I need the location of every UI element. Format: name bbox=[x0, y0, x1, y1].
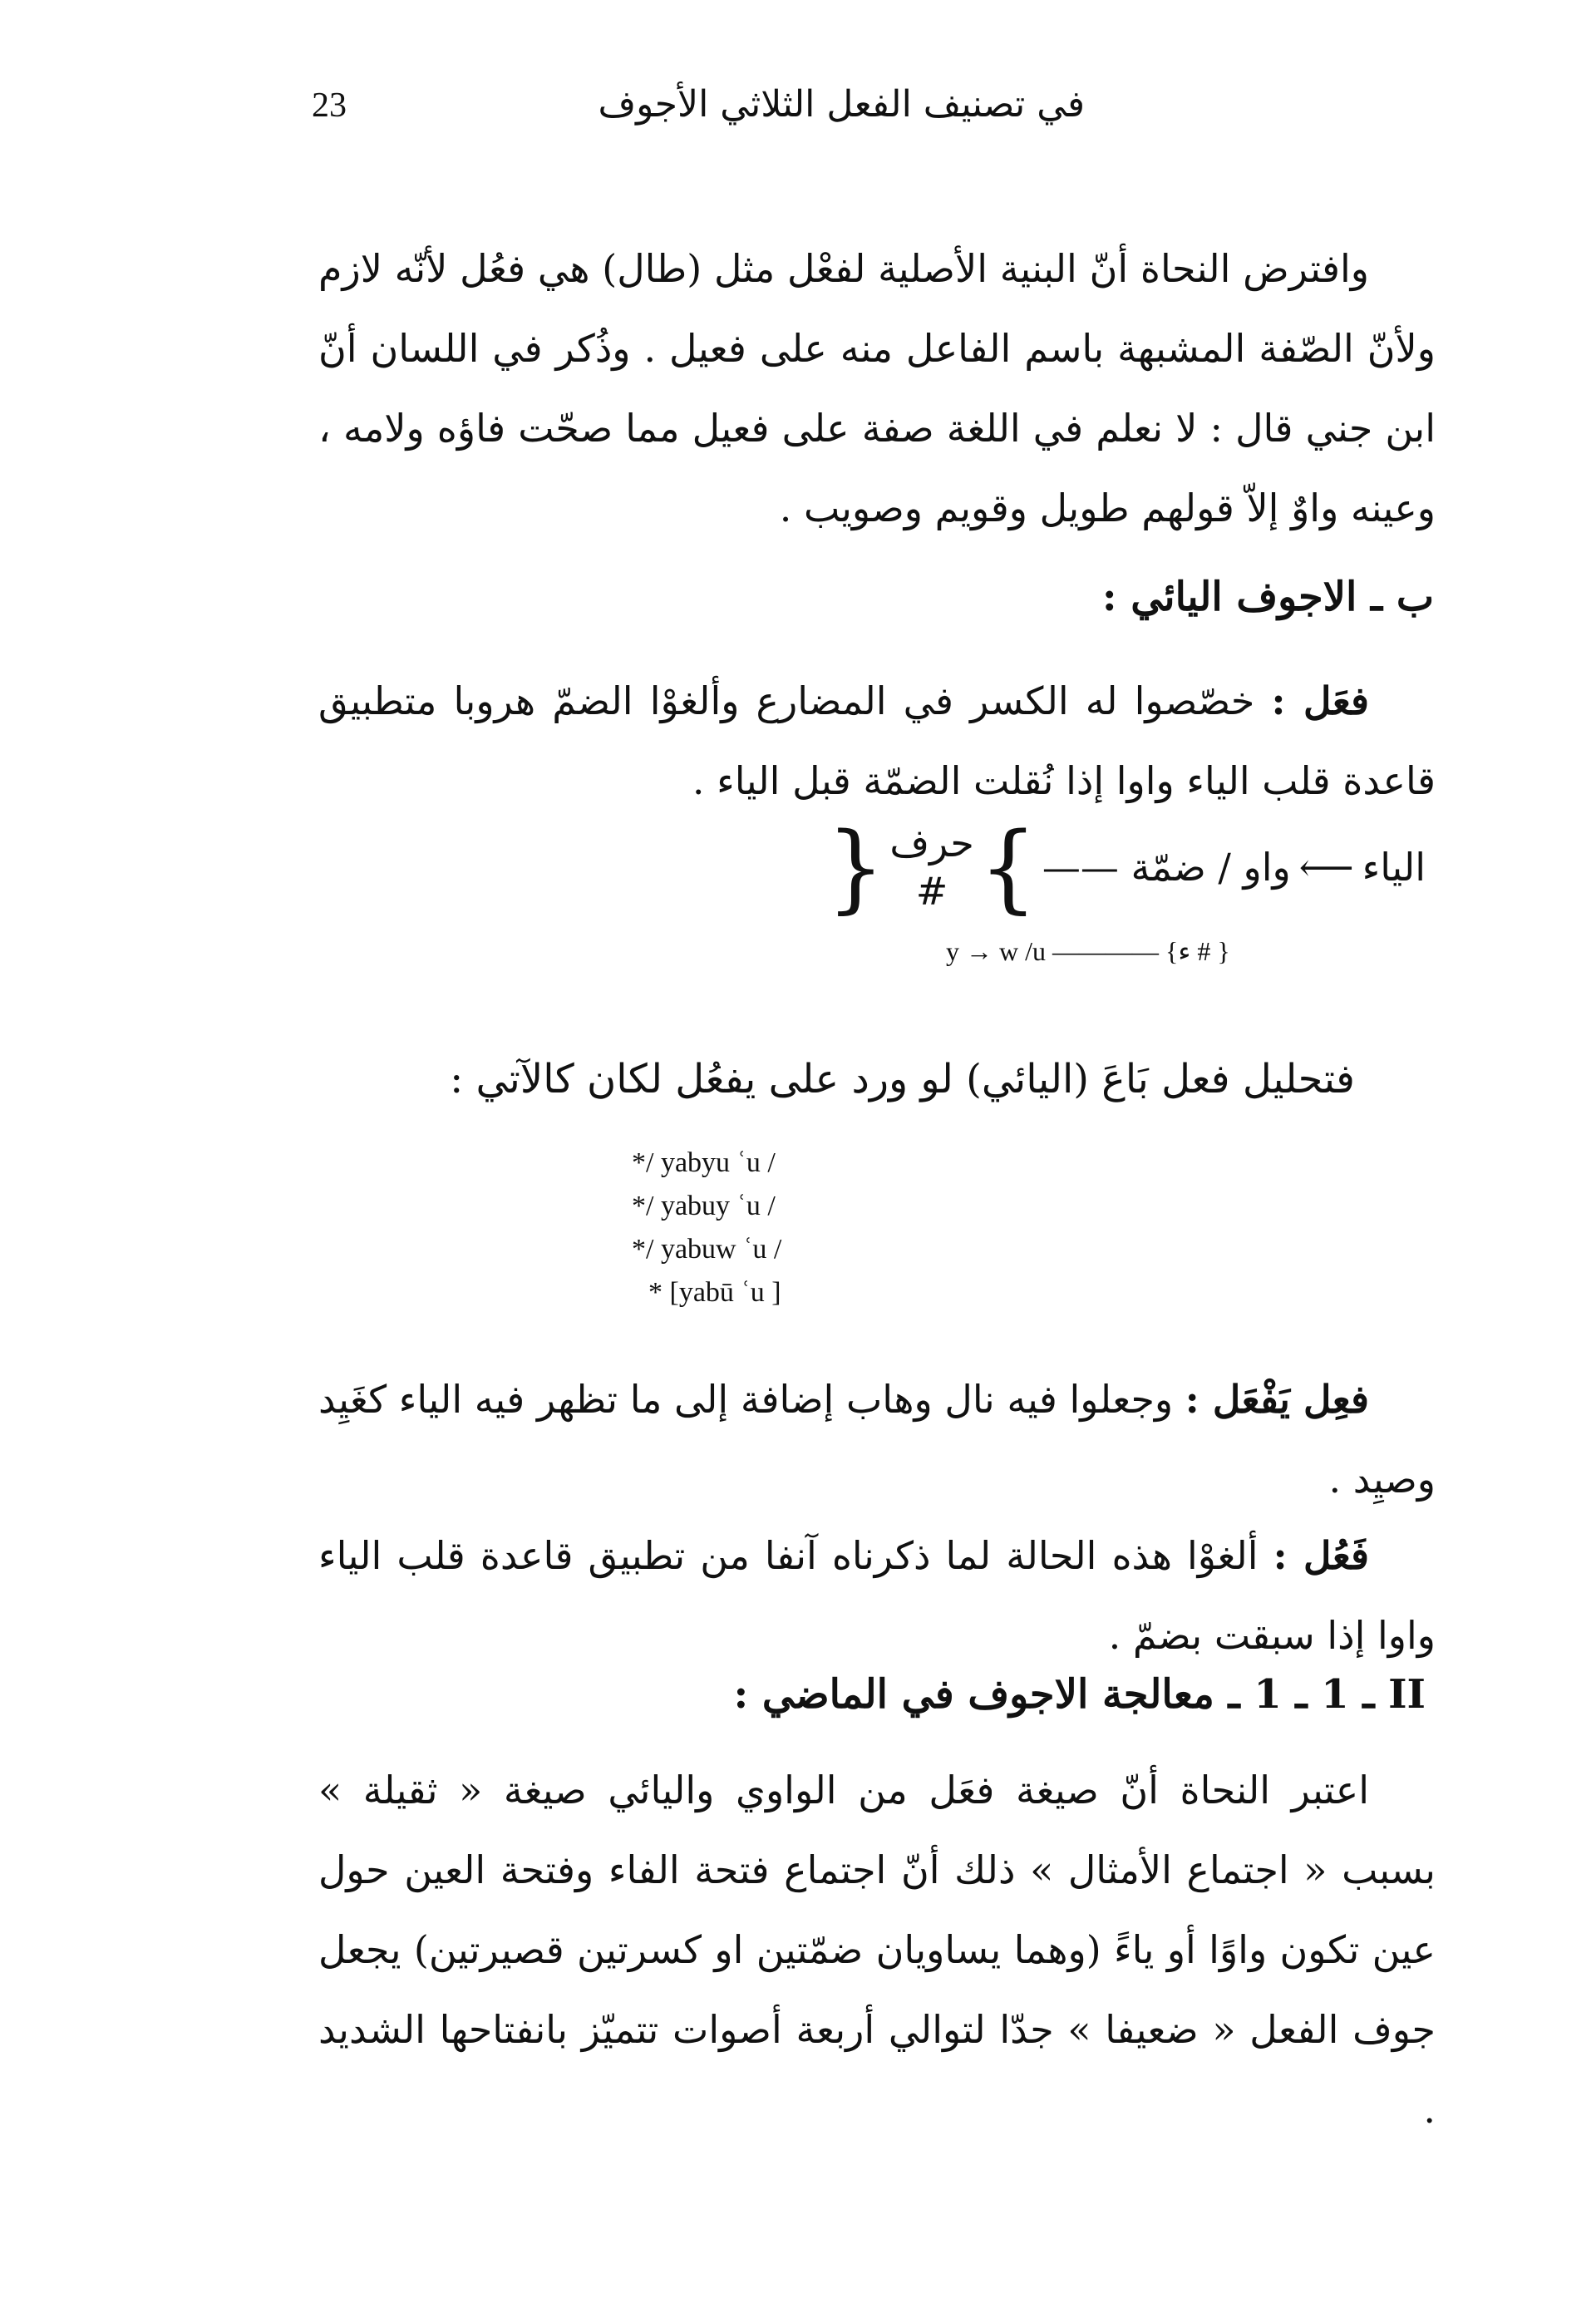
paragraph-2-body: خصّصوا له الكسر في المضارع وألغوْا الضمّ هروبا متطبيق قاعدة قلب الياء واوا إذا نُقلت الضمّة قبل الياء . bbox=[318, 678, 1436, 803]
paragraph-5: اعتبر النحاة أنّ صيغة فعَل من الواوي واليائي صيغة « ثقيلة » بسبب « اجتماع الأمثال » ذلك أنّ اجتماع فتحة الفاء وفتحة العين حول عين تكون واوًا أو ياءً (وهما يساويان ضمّتين او كسرتين قصيرتين) يجعل جوف الفعل « ضعيفا » جدّا لتوالي أربعة أصوات تتميّز بانفتاحها الشديد . bbox=[318, 1768, 1436, 2132]
formula-boundary: # bbox=[915, 869, 948, 914]
pattern-label-faala: فعَل : bbox=[1271, 678, 1370, 723]
pattern-label-faila: فعِل يَفْعَل : bbox=[1185, 1377, 1369, 1422]
derivation-step-4: * [yabū ʿu ] bbox=[648, 1277, 781, 1308]
paragraph-2 bbox=[318, 661, 1436, 821]
formula-environment bbox=[889, 819, 974, 915]
heading-ajwaf-yai: ب ـ الاجوف اليائي : bbox=[1101, 574, 1434, 620]
brace-close: { bbox=[826, 811, 885, 924]
pattern-label-faula: فَعُل : bbox=[1273, 1533, 1370, 1578]
formula-context: واو / ضمّة —— bbox=[1042, 845, 1291, 890]
running-header: في تصنيف الفعل الثلاثي الأجوف bbox=[598, 83, 1085, 126]
paragraph-3-body: وجعلوا فيه نال وهاب إضافة إلى ما تظهر فيه الياء كغَيِد وصيِد . bbox=[318, 1377, 1436, 1502]
derivation-step-1: */ yabyu ʿu / bbox=[632, 1147, 776, 1178]
analysis-intro: فتحليل فعل بَاعَ (اليائي) لو ورد على يفعُل لكان كالآتي : bbox=[450, 1056, 1355, 1102]
latin-rule-formula: y → w /u ———— {ء # } bbox=[946, 936, 1230, 966]
derivation-step-2: */ yabuy ʿu / bbox=[632, 1191, 776, 1221]
paragraph-1: وافترض النحاة أنّ البنية الأصلية لفعْل مثل (طال) هي فعُل لأنّه لازم ولأنّ الصّفة المشبهة باسم الفاعل منه على فعيل . وذُكر في اللسان أنّ ابن جني قال : لا نعلم في اللغة صفة على فعيل مما صحّت فاؤه ولامه ، وعينه واوٌ إلاّ قولهم طويل وقويم وصويب . bbox=[318, 246, 1436, 530]
brace-open: } bbox=[978, 811, 1037, 924]
paragraph-4-body: ألغوْا هذه الحالة لما ذكرناه آنفا من تطبيق قاعدة قلب الياء واوا إذا سبقت بضمّ . bbox=[318, 1533, 1436, 1658]
arabic-rule-formula bbox=[821, 811, 1426, 924]
formula-arrow: ⟵ bbox=[1298, 845, 1354, 890]
formula-ya: الياء bbox=[1362, 845, 1426, 890]
page-number: 23 bbox=[312, 86, 347, 125]
section-heading-madi: II ـ 1 ـ 1 ـ معالجة الاجوف في الماضي : bbox=[733, 1671, 1426, 1718]
paragraph-4 bbox=[318, 1516, 1436, 1675]
derivation-step-3: */ yabuw ʿu / bbox=[632, 1234, 782, 1265]
formula-harf: حرف bbox=[889, 821, 974, 866]
paragraph-3 bbox=[318, 1359, 1436, 1519]
